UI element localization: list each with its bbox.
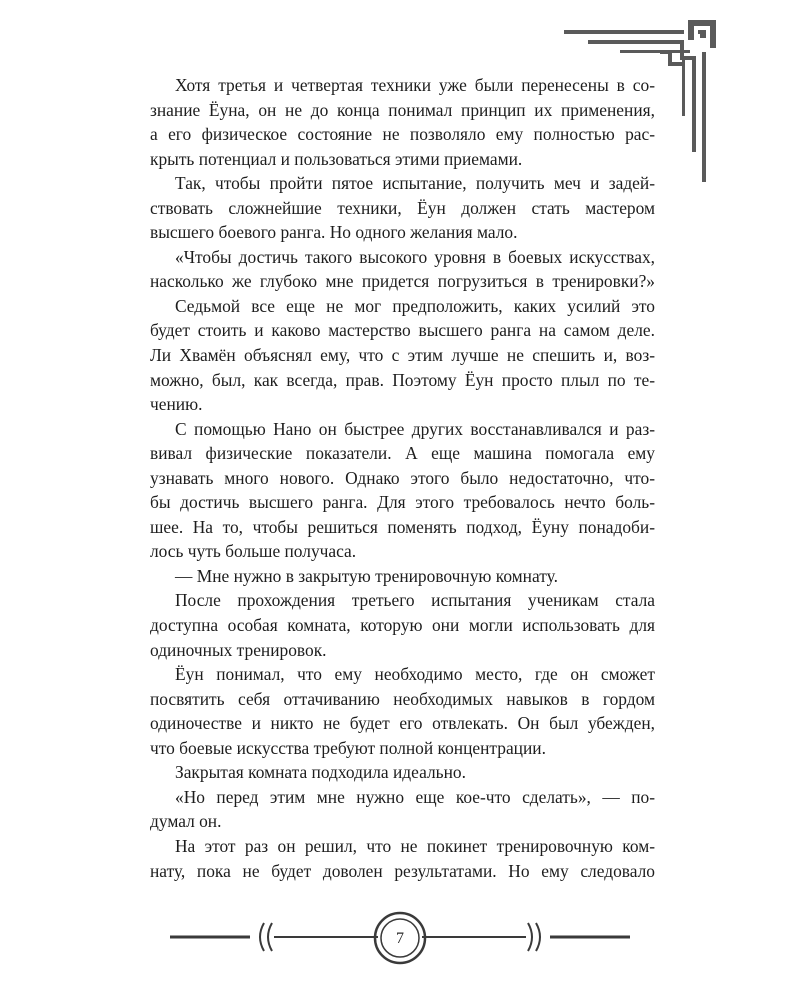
text-line: лось чуть больше получаса.: [150, 541, 357, 562]
text-line: высшего боевого ранга. Но одного желания мало.: [150, 222, 518, 243]
text-line: Седьмой все еще не мог предположить, каких усилий это: [175, 295, 655, 316]
text-line: будет стоить и каково мастерство высшего ранга на самом деле.: [150, 320, 655, 341]
text-line: шее. На то, чтобы решиться поменять подход, Ёуну понадоби-: [150, 516, 655, 537]
text-line: Ли Хвамён объяснял ему, что с этим лучше не спешить и, воз-: [150, 345, 655, 366]
text-line: можно, был, как всегда, прав. Поэтому Ёун просто плыл по те-: [150, 369, 655, 390]
text-line: знание Ёуна, он не до конца понимал принцип их применения,: [150, 99, 655, 120]
text-line: узнавать много нового. Однако этого было недостаточно, что-: [150, 467, 655, 488]
text-line: Хотя третья и четвертая техники уже были перенесены в со-: [175, 75, 655, 95]
text-line: После прохождения третьего испытания ученикам стала: [175, 590, 655, 611]
text-line: вивал физические показатели. А еще машина помогала ему: [150, 443, 655, 464]
text-line: Ёун понимал, что ему необходимо место, где он сможет: [175, 664, 655, 685]
text-line: посвятить себя оттачиванию необходимых навыков в гордом: [150, 688, 655, 709]
text-line: ствовать сложнейшие техники, Ёун должен стать мастером: [150, 197, 655, 218]
text-line: чению.: [150, 394, 203, 415]
text-line: — Мне нужно в закрытую тренировочную комнату.: [175, 565, 558, 586]
text-line: Так, чтобы пройти пятое испытание, получить меч и задей-: [175, 173, 655, 194]
text-line: нату, пока не будет доволен результатами. Но ему следовало: [150, 860, 655, 881]
page-number: 7: [396, 930, 404, 947]
text-line: что боевые искусства требуют полной концентрации.: [150, 737, 546, 758]
body-text: [150, 73, 655, 883]
text-line: одиночных тренировок.: [150, 639, 327, 660]
text-line: одиночестве и никто не будет его отвлекать. Он был убежден,: [150, 713, 655, 734]
text-line: На этот раз он решил, что не покинет тренировочную ком-: [175, 835, 655, 856]
text-line: С помощью Нано он быстрее других восстанавливался и раз-: [175, 418, 655, 439]
text-line: «Но перед этим мне нужно еще кое-что сделать», — по-: [175, 786, 655, 807]
text-line: бы достичь высшего ранга. Для этого требовалось нечто боль-: [150, 492, 655, 513]
text-line: доступна особая комната, которую они могли использовать для: [150, 615, 655, 636]
text-line: крыть потенциал и пользоваться этими приемами.: [150, 148, 523, 169]
text-line: насколько же глубоко мне придется погрузиться в тренировки?»: [150, 271, 655, 292]
text-line: а его физическое состояние не позволяло ему полностью рас-: [150, 124, 655, 145]
text-line: Закрытая комната подходила идеально.: [175, 762, 466, 783]
text-line: думал он.: [150, 811, 222, 832]
text-line: «Чтобы достичь такого высокого уровня в боевых искусствах,: [175, 246, 655, 267]
